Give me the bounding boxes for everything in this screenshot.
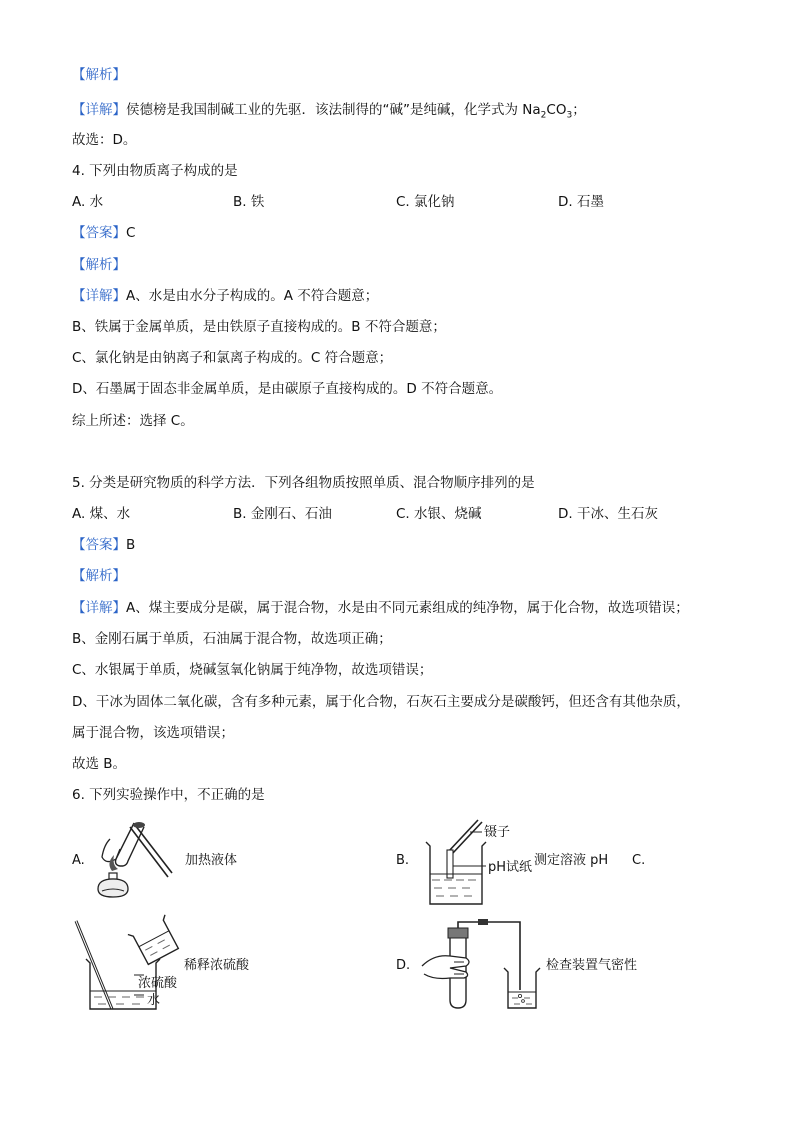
q4-option-b: B. 铁: [233, 194, 265, 210]
q5-option-b: B. 金刚石、石油: [233, 506, 332, 522]
answer-value: C: [126, 225, 136, 241]
detail-text: A、水是由水分子构成的。A 不符合题意；: [126, 288, 379, 304]
analysis-tag: 【解析】: [72, 67, 126, 83]
question-5: 5. 分类是研究物质的科学方法．下列各组物质按照单质、混合物顺序排列的是: [72, 475, 535, 491]
detail-tag: 【详解】: [72, 102, 126, 118]
heating-liquid-figure: [90, 815, 180, 905]
detail-tag: 【详解】: [72, 288, 126, 304]
detail-line: [72, 287, 378, 305]
question-6: 6. 下列实验操作中，不正确的是: [72, 787, 265, 803]
fig-b-tweezers-label: 镊子: [484, 825, 511, 840]
q4-option-a: A. 水: [72, 194, 104, 210]
ph-measure-figure: [420, 818, 490, 910]
detail-line: 属于混合物，该选项错误；: [72, 725, 234, 741]
detail-tag: 【详解】: [72, 600, 126, 616]
fig-d-label: 检查装置气密性: [546, 958, 638, 973]
q5-answer-line: [72, 536, 135, 554]
detail-line: C、水银属于单质，烧碱氢氧化钠属于纯净物，故选项错误；: [72, 662, 433, 678]
detail-line: B、铁属于金属单质，是由铁原子直接构成的。B 不符合题意；: [72, 319, 446, 335]
fig-c-label: 稀释浓硫酸: [184, 958, 250, 973]
formula-text: CO: [546, 102, 567, 118]
q4-option-d: D. 石墨: [558, 194, 604, 210]
q5-option-d: D. 干冰、生石灰: [558, 506, 658, 522]
detail-line: [72, 599, 689, 617]
fig-d-letter: D.: [396, 958, 411, 973]
detail-line: C、氯化钠是由钠离子和氯离子构成的。C 符合题意；: [72, 350, 393, 366]
fig-b-label: 测定溶液 pH: [534, 853, 609, 868]
detail-text: A、煤主要成分是碳，属于混合物，水是由不同元素组成的纯净物，属于化合物，故选项错误；: [126, 600, 689, 616]
question-4: 4. 下列由物质离子构成的是: [72, 163, 238, 179]
q5-option-c: C. 水银、烧碱: [396, 506, 482, 522]
fig-b-letter: B.: [396, 853, 410, 868]
selection-line: 故选 B。: [72, 756, 127, 772]
q4-option-c: C. 氯化钠: [396, 194, 455, 210]
summary-line: 综上所述：选择 C。: [72, 413, 194, 429]
detail-text: 侯德榜是我国制碱工业的先驱．该法制得的“碱”是纯碱，化学式为 Na: [126, 102, 541, 118]
subscript: 3: [566, 110, 573, 121]
fig-b-paper-label: pH试纸: [488, 860, 533, 875]
answer-tag: 【答案】: [72, 225, 126, 241]
subscript: 2: [540, 110, 547, 121]
fig-c-letter: C.: [632, 853, 646, 868]
analysis-tag: 【解析】: [72, 257, 126, 273]
dilute-acid-figure: [72, 915, 187, 1013]
detail-line: B、金刚石属于单质，石油属于混合物，故选项正确；: [72, 631, 392, 647]
selection-line: 故选：D。: [72, 132, 137, 148]
fig-a-label: 加热液体: [185, 853, 238, 868]
q4-answer-line: [72, 224, 135, 242]
fig-c-water-label: 水: [147, 993, 161, 1008]
answer-tag: 【答案】: [72, 537, 126, 553]
fig-a-letter: A.: [72, 853, 85, 868]
detail-line: [72, 101, 586, 125]
answer-value: B: [126, 537, 136, 553]
q5-option-a: A. 煤、水: [72, 506, 131, 522]
punct: ；: [572, 102, 586, 118]
detail-line: D、干冰为固体二氧化碳，含有多种元素，属于化合物，石灰石主要成分是碳酸钙，但还含有其他杂质，: [72, 694, 690, 710]
analysis-tag: 【解析】: [72, 568, 126, 584]
airtight-check-figure: [420, 918, 542, 1010]
detail-line: D、石墨属于固态非金属单质，是由碳原子直接构成的。D 不符合题意。: [72, 381, 503, 397]
fig-c-acid-label: 浓硫酸: [138, 976, 178, 991]
